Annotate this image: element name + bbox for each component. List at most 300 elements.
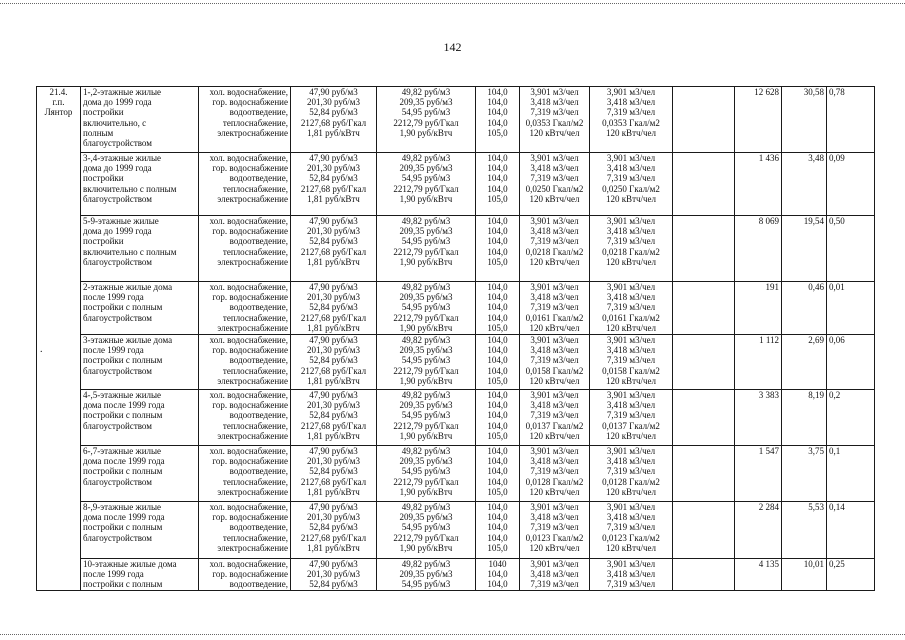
cell-line: 3,418 м3/чел [530,97,579,108]
cell-line: 3,901 м3/чел [606,87,656,97]
cell-line: 7,319 м3/чел [530,173,579,184]
cell-line: гор. водоснабжение [212,345,288,356]
cell-line: 105,0 [487,322,508,333]
cell-line: хол. водоснабжение, [209,502,288,512]
cell-line: 105,0 [487,542,508,553]
cell-line: электроснабжение [217,486,288,497]
value-cell [827,446,875,502]
cell-line: 3,901 м3/чел [530,216,579,226]
cell-line: дома после 1999 года [83,400,165,411]
tariff-current-cell [291,502,377,559]
cell-line: 3,418 м3/чел [530,456,579,467]
cell-line: 0,0250 Гкал/м2 [525,183,584,194]
share-value: 30,58 [803,87,824,97]
cell-line: дома до 1999 года [83,97,152,108]
cell-line: 209,35 руб/м3 [399,512,453,523]
cell-line: теплоснабжение, [222,312,288,323]
cell-line: постройки [83,107,124,118]
cell-line: теплоснабжение, [222,246,288,257]
cell-line: 0,0353 Гкал/м2 [525,117,584,128]
empty-cell [673,153,735,216]
cell-line: 54,95 руб/м3 [401,466,451,477]
cell-line: 3,418 м3/чел [606,569,656,580]
cell-line: 52,84 руб/м3 [309,107,358,118]
cell-line: 52,84 руб/м3 [309,579,358,590]
cell-line: 2-этажные жилые дома [83,282,173,292]
cell-line: 47,90 руб/м3 [309,502,358,512]
index-cell [476,216,520,282]
cell-line: 6-,7-этажные жилые [83,446,162,456]
cell-line: гор. водоснабжение [212,226,288,237]
cell-line: 104,0 [487,302,508,313]
cell-line: теплоснабжение, [222,365,288,376]
cell-line: 209,35 руб/м3 [399,292,453,303]
cell-line: 54,95 руб/м3 [401,107,451,118]
cell-line: 10-этажные жилые дома [83,559,177,569]
cell-line: 3,901 м3/чел [606,559,656,569]
cell-line: 1,90 руб/кВтч [399,375,453,386]
cell-line: 104,0 [487,476,508,487]
cell-line: 3,418 м3/чел [530,400,579,411]
cell-line: включительно с полным [83,183,177,194]
population-cell [735,559,782,591]
cell-line: 0,0250 Гкал/м2 [602,183,660,194]
table-row [37,502,875,559]
cell-line: дома после 1999 года [83,456,165,467]
cell-line: электроснабжение [217,127,288,138]
tariff-current-cell [291,216,377,282]
value-cell [827,87,875,153]
cell-line: 7,319 м3/чел [530,107,579,118]
cell-line: 104,0 [487,512,508,523]
cell-line: 0,0161 Гкал/м2 [602,312,660,323]
cell-line: 47,90 руб/м3 [309,335,358,345]
value-value: 0,06 [829,335,845,345]
cell-line: 120 кВтч/чел [529,375,580,386]
cell-line: 54,95 руб/м3 [401,410,451,421]
cell-line: 3,418 м3/чел [606,456,656,467]
cell-line: постройки с полным [83,302,163,313]
cell-line: 105,0 [487,486,508,497]
share-value: 8,19 [808,390,824,400]
cell-line: 1,81 руб/кВтч [307,322,360,333]
cell-line: хол. водоснабжение, [209,390,288,400]
cell-line: 47,90 руб/м3 [309,390,358,400]
table-row [37,335,875,390]
norm2-cell [590,502,673,559]
cell-line: 7,319 м3/чел [530,236,579,247]
cell-line: 2212,79 руб/Гкал [393,246,459,257]
cell-line: 201,30 руб/м3 [306,292,361,303]
empty-cell [673,87,735,153]
empty-cell [673,216,735,282]
cell-line: 3,418 м3/чел [606,345,656,356]
share-value: 3,48 [808,153,824,163]
cell-line: теплоснабжение, [222,420,288,431]
table-row [37,87,875,153]
cell-line: постройки с полным [83,466,163,477]
cell-line: электроснабжение [217,542,288,553]
cell-line: 2212,79 руб/Гкал [393,312,459,323]
cell-line: 47,90 руб/м3 [309,282,358,292]
cell-line: хол. водоснабжение, [209,335,288,345]
cell-line: после 1999 года [83,345,144,356]
cell-line: 104,0 [487,117,508,128]
cell-line: благоустройством [83,476,152,487]
cell-line: 201,30 руб/м3 [306,512,361,523]
cell-line: 104,0 [487,579,508,590]
cell-line: 120 кВтч/чел [605,193,657,204]
cell-line: 120 кВтч/чел [529,193,580,204]
cell-line: 104,0 [487,355,508,366]
tariff-current-cell [291,282,377,335]
cell-line: 7,319 м3/чел [606,466,656,477]
cell-line: 104,0 [487,107,508,118]
cell-line: 7,319 м3/чел [606,173,656,184]
index-cell [476,153,520,216]
population-cell [735,335,782,390]
cell-line: после 1999 года [83,292,144,303]
cell-line: 104,0 [487,335,508,345]
cell-line: 104,0 [487,226,508,237]
norm-cell [520,216,590,282]
cell-line: 1,90 руб/кВтч [399,430,453,441]
cell-line: теплоснабжение, [222,117,288,128]
cell-line: 47,90 руб/м3 [309,153,358,163]
value-value: 0,25 [829,559,845,569]
cell-line: 0,0353 Гкал/м2 [602,117,660,128]
cell-line: 120 кВтч/чел [529,127,580,138]
population-value: 3 383 [758,390,779,400]
cell-line: г.п. [52,97,65,108]
index-cell [476,335,520,390]
cell-line: 3,901 м3/чел [606,502,656,512]
cell-line: 1,81 руб/кВтч [307,127,360,138]
cell-line: 104,0 [487,153,508,163]
table-row [37,390,875,446]
cell-line: 49,82 руб/м3 [401,502,451,512]
cell-line: 2127,68 руб/Гкал [300,312,367,323]
cell-line: 105,0 [487,256,508,267]
cell-line: постройки с полным [83,410,163,421]
settlement-cell [37,87,81,591]
cell-line: 3,901 м3/чел [530,153,579,163]
cell-line: 1,90 руб/кВтч [399,542,453,553]
cell-line: 2127,68 руб/Гкал [300,476,367,487]
cell-line: 2212,79 руб/Гкал [393,476,459,487]
share-value: 5,53 [808,502,824,512]
cell-line: постройки с полным [83,522,163,533]
share-cell [782,153,827,216]
cell-line: 104,0 [487,522,508,533]
cell-line: 201,30 руб/м3 [306,345,361,356]
cell-line: постройки с полным [83,579,163,590]
cell-line: 5-9-этажные жилые [83,216,159,226]
cell-line: водоотведение, [229,236,288,247]
cell-line: 104,0 [487,456,508,467]
value-value: 0,09 [829,153,845,163]
population-cell [735,282,782,335]
cell-line: дома после 1999 года [83,512,165,523]
share-cell [782,216,827,282]
norm2-cell [590,559,673,591]
cell-line: 7,319 м3/чел [530,522,579,533]
cell-line: 104,0 [487,400,508,411]
population-value: 1 112 [759,335,779,345]
share-value: 3,75 [808,446,824,456]
cell-line: 49,82 руб/м3 [401,446,451,456]
cell-line: теплоснабжение, [222,183,288,194]
cell-line: 3,901 м3/чел [530,335,579,345]
cell-line: 3,418 м3/чел [606,97,656,108]
cell-line: 120 кВтч/чел [529,430,580,441]
cell-line: водоотведение, [229,522,288,533]
cell-line: постройки [83,173,124,184]
cell-line: 104,0 [487,216,508,226]
cell-line: 7,319 м3/чел [606,522,656,533]
population-cell [735,87,782,153]
cell-line: 2212,79 руб/Гкал [393,420,459,431]
tariff-new-cell [377,282,476,335]
cell-line: 209,35 руб/м3 [399,400,453,411]
tariff-new-cell [377,446,476,502]
cell-line: 2127,68 руб/Гкал [300,183,367,194]
tariff-new-cell [377,559,476,591]
cell-line: 120 кВтч/чел [605,322,657,333]
cell-line: постройки с полным [83,355,163,366]
cell-line: электроснабжение [217,193,288,204]
cell-line: 3,418 м3/чел [606,400,656,411]
share-value: 10,01 [803,559,824,569]
cell-line: 104,0 [487,365,508,376]
cell-line: 1,90 руб/кВтч [399,193,453,204]
cell-line: 3,418 м3/чел [530,345,579,356]
cell-line: включительно с полным [83,246,177,257]
cell-line: 7,319 м3/чел [606,579,656,590]
empty-cell [673,446,735,502]
cell-line: 104,0 [487,87,508,97]
cell-line: 3,418 м3/чел [530,292,579,303]
share-cell [782,390,827,446]
cell-line: 0,0128 Гкал/м2 [525,476,584,487]
cell-line: 47,90 руб/м3 [309,87,358,97]
population-value: 1 436 [758,153,779,163]
cell-line: гор. водоснабжение [212,456,288,467]
cell-line: 7,319 м3/чел [606,355,656,366]
cell-line: 201,30 руб/м3 [306,97,361,108]
cell-line: 49,82 руб/м3 [401,216,451,226]
table-row [37,559,875,591]
cell-line: водоотведение, [229,355,288,366]
population-value: 1 547 [758,446,779,456]
cell-line: 3,901 м3/чел [606,390,656,400]
cell-line: 47,90 руб/м3 [309,559,358,569]
population-value: 191 [765,282,779,292]
cell-line: 3,901 м3/чел [606,153,656,163]
norm-cell [520,502,590,559]
cell-line: 54,95 руб/м3 [401,355,451,366]
norm2-cell [590,87,673,153]
cell-line: 2212,79 руб/Гкал [393,117,459,128]
cell-line: 52,84 руб/м3 [309,355,358,366]
norm2-cell [590,335,673,390]
cell-line: гор. водоснабжение [212,512,288,523]
cell-line: 1,81 руб/кВтч [307,486,360,497]
index-cell [476,559,520,591]
cell-line: хол. водоснабжение, [209,446,288,456]
tariff-table [36,86,875,591]
share-cell [782,335,827,390]
norm-cell [520,87,590,153]
cell-line: 104,0 [487,236,508,247]
cell-line: полным [83,127,114,138]
cell-line: 104,0 [487,502,508,512]
cell-line: хол. водоснабжение, [209,216,288,226]
cell-line: дома до 1999 года [83,163,152,174]
cell-line: 3,901 м3/чел [530,282,579,292]
cell-line: 120 кВтч/чел [605,127,657,138]
cell-line: 2212,79 руб/Гкал [393,183,459,194]
cell-line: 49,82 руб/м3 [401,390,451,400]
cell-line: 54,95 руб/м3 [401,236,451,247]
cell-line: благоустройством [83,256,152,267]
cell-line: 104,0 [487,569,508,580]
cell-line: 104,0 [487,312,508,323]
cell-line: 1,90 руб/кВтч [399,322,453,333]
tariff-new-cell [377,502,476,559]
cell-line: гор. водоснабжение [212,292,288,303]
cell-line: 2127,68 руб/Гкал [300,117,367,128]
cell-line: водоотведение, [229,173,288,184]
cell-line: 52,84 руб/м3 [309,466,358,477]
cell-line: 0,0123 Гкал/м2 [525,532,584,543]
cell-line: 3,418 м3/чел [606,292,656,303]
population-value: 2 284 [758,502,779,512]
value-cell [827,502,875,559]
share-cell [782,446,827,502]
cell-line: 104,0 [487,282,508,292]
cell-line: 49,82 руб/м3 [401,153,451,163]
population-cell [735,502,782,559]
cell-line: водоотведение, [229,579,288,590]
cell-line: 201,30 руб/м3 [306,400,361,411]
index-cell [476,87,520,153]
empty-cell [673,282,735,335]
cell-line: 1,81 руб/кВтч [307,375,360,386]
norm2-cell [590,216,673,282]
services-cell [199,216,291,282]
value-cell [827,335,875,390]
cell-line: 0,0123 Гкал/м2 [602,532,660,543]
cell-line: 104,0 [487,292,508,303]
cell-line: 104,0 [487,163,508,174]
category-cell [81,282,199,335]
cell-line: 104,0 [487,420,508,431]
cell-line: гор. водоснабжение [212,97,288,108]
services-cell [199,390,291,446]
index-cell [476,390,520,446]
cell-line: 201,30 руб/м3 [306,456,361,467]
tariff-current-cell [291,335,377,390]
tariff-new-cell [377,87,476,153]
cell-line: 105,0 [487,127,508,138]
share-value: 0,46 [808,282,824,292]
scan-edge-bottom [0,634,905,635]
cell-line: 3,418 м3/чел [530,512,579,523]
index-cell [476,282,520,335]
norm2-cell [590,153,673,216]
cell-line: 52,84 руб/м3 [309,302,358,313]
norm-cell [520,390,590,446]
cell-line: 1,90 руб/кВтч [399,486,453,497]
cell-line: 0,0161 Гкал/м2 [525,312,584,323]
services-cell [199,153,291,216]
cell-line: 120 кВтч/чел [605,542,657,553]
cell-line: 47,90 руб/м3 [309,446,358,456]
cell-line: включительно, с [83,117,147,128]
norm2-cell [590,446,673,502]
cell-line: 105,0 [487,375,508,386]
services-cell [199,282,291,335]
share-cell [782,559,827,591]
cell-line: благоустройством [83,365,152,376]
cell-line: благоустройством [83,138,152,149]
cell-line: 0,0137 Гкал/м2 [602,420,660,431]
cell-line: 3,901 м3/чел [606,282,656,292]
share-value: 2,69 [808,335,824,345]
cell-line: 7,319 м3/чел [530,302,579,313]
cell-line: 49,82 руб/м3 [401,559,451,569]
cell-line: 1,90 руб/кВтч [399,127,453,138]
services-cell [199,446,291,502]
cell-line: хол. водоснабжение, [209,282,288,292]
norm2-cell [590,390,673,446]
value-cell [827,559,875,591]
cell-line: хол. водоснабжение, [209,559,288,569]
page-number: 142 [443,40,462,54]
cell-line: 201,30 руб/м3 [306,226,361,237]
cell-line: 2127,68 руб/Гкал [300,420,367,431]
cell-line: 1,81 руб/кВтч [307,256,360,267]
empty-cell [673,335,735,390]
cell-line: 209,35 руб/м3 [399,345,453,356]
norm-cell [520,282,590,335]
share-cell [782,282,827,335]
cell-line: 120 кВтч/чел [529,322,580,333]
population-value: 12 628 [754,87,779,97]
norm-cell [520,335,590,390]
settlement-code: 21.4. [49,87,68,97]
cell-line: постройки [83,236,124,247]
cell-line: благоустройством [83,532,152,543]
cell-line: электроснабжение [217,256,288,267]
population-value: 4 135 [758,559,779,569]
cell-line: 201,30 руб/м3 [306,569,361,580]
cell-line: 1,90 руб/кВтч [399,256,453,267]
cell-line: 104,0 [487,246,508,257]
population-cell [735,216,782,282]
cell-line: 3,901 м3/чел [606,335,656,345]
cell-line: благоустройством [83,193,152,204]
cell-line: после 1999 года [83,569,144,580]
cell-line: 7,319 м3/чел [530,466,579,477]
category-cell [81,390,199,446]
cell-line: 120 кВтч/чел [605,256,657,267]
cell-line: 120 кВтч/чел [605,375,657,386]
cell-line: 3,418 м3/чел [530,569,579,580]
cell-line: 54,95 руб/м3 [401,302,451,313]
cell-line: 7,319 м3/чел [606,107,656,118]
